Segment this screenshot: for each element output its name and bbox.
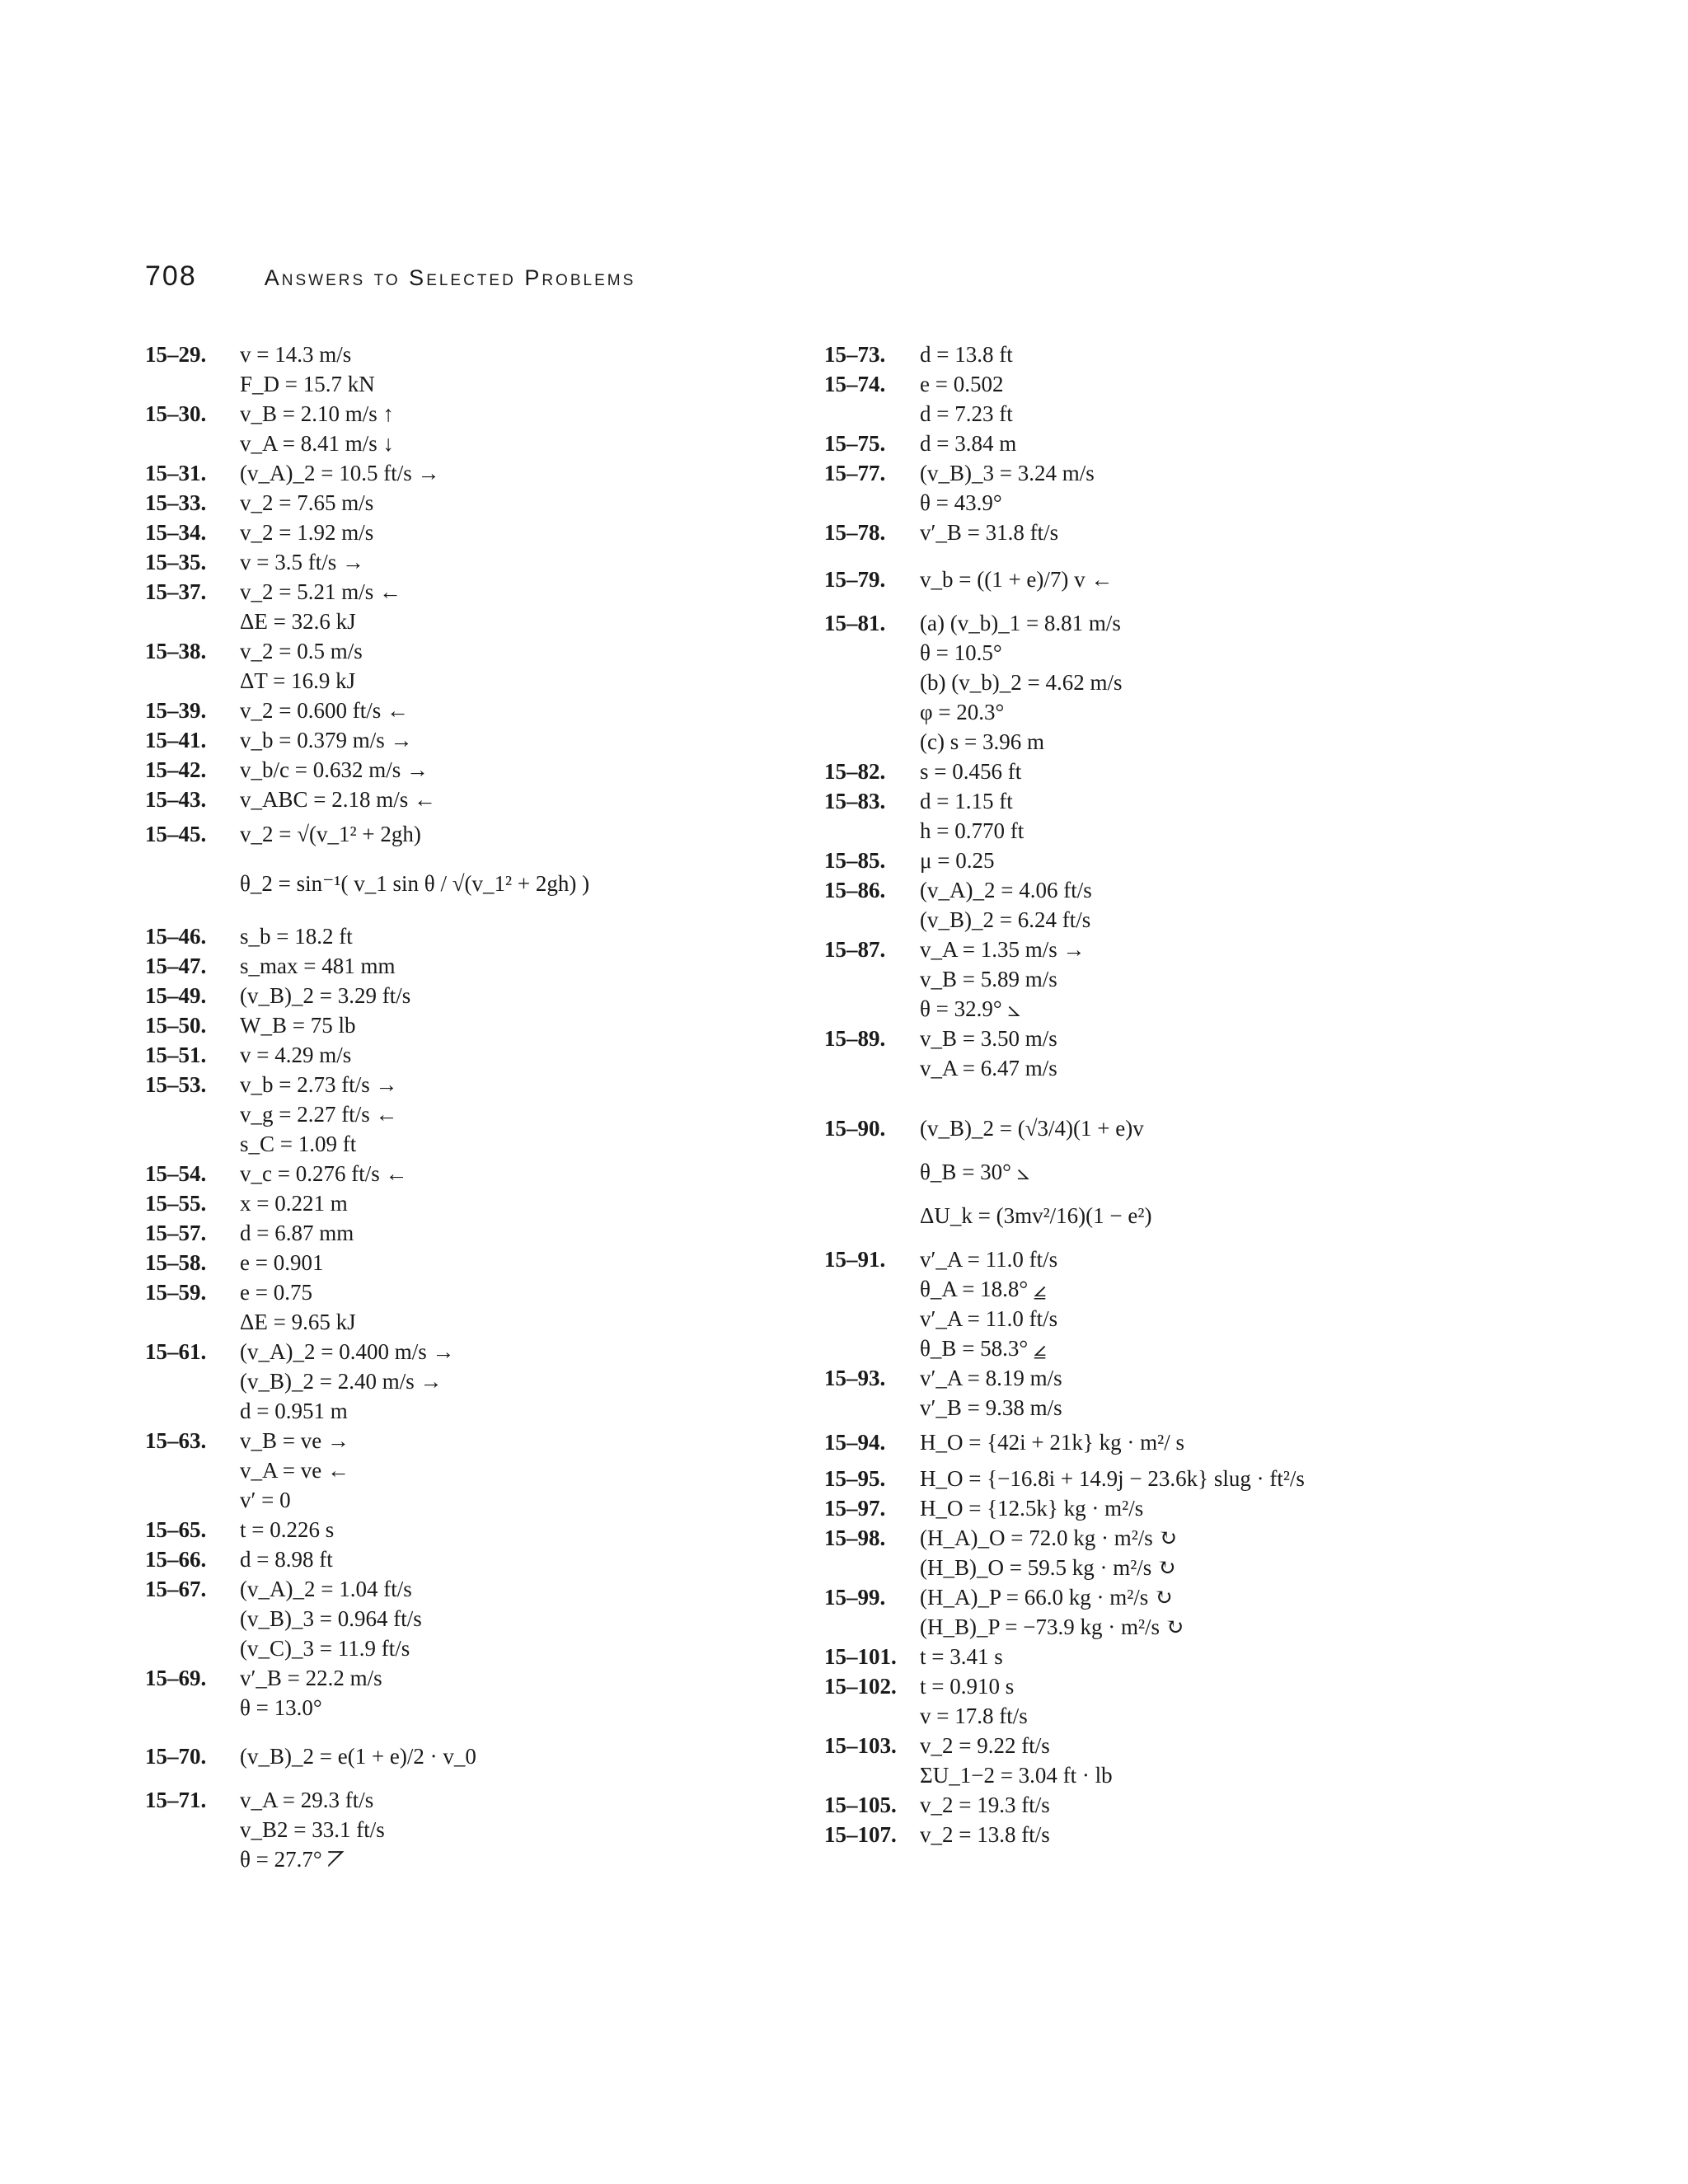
answer-lines xyxy=(920,786,1024,846)
answer-line: v′_A = 11.0 ft/s xyxy=(920,1247,1058,1272)
answer-line: d = 1.15 ft xyxy=(920,789,1013,813)
answer-line: v_B = 2.10 m/s ↑ xyxy=(240,401,394,426)
answer-lines xyxy=(920,340,1013,369)
answer-line: d = 3.84 m xyxy=(920,431,1017,456)
problem-number: 15–29. xyxy=(145,342,207,367)
answer-line: v_2 = 5.21 m/s ← xyxy=(240,579,401,604)
answer-lines xyxy=(240,636,363,696)
answer-line: (v_B)_3 = 0.964 ft/s xyxy=(240,1606,422,1631)
answer-entry xyxy=(824,1523,1648,1582)
answer-line: v_ABC = 2.18 m/s ← xyxy=(240,787,437,812)
answer-line: v_A = 29.3 ft/s xyxy=(240,1788,374,1812)
answer-line: θ_B = 30° ⦣ xyxy=(920,1160,1030,1184)
problem-number: 15–67. xyxy=(145,1577,207,1601)
answer-lines xyxy=(240,725,413,755)
answer-line: ΔE = 9.65 kJ xyxy=(240,1310,356,1334)
problem-number: 15–51. xyxy=(145,1043,207,1067)
answer-entry xyxy=(145,785,804,814)
problem-number: 15–101. xyxy=(824,1644,897,1669)
answer-line: v = 14.3 m/s xyxy=(240,342,352,367)
answer-lines xyxy=(240,1544,333,1574)
answer-entry xyxy=(145,577,804,636)
answer-entry xyxy=(145,1218,804,1248)
problem-number: 15–61. xyxy=(145,1339,207,1364)
answer-lines xyxy=(920,1820,1050,1849)
answer-line: (v_B)_3 = 3.24 m/s xyxy=(920,461,1095,485)
answer-entry xyxy=(824,1790,1648,1820)
answer-lines xyxy=(240,1159,407,1188)
answer-line: v_B = 5.89 m/s xyxy=(920,967,1057,991)
problem-number: 15–71. xyxy=(145,1788,207,1812)
answer-entry xyxy=(145,547,804,577)
answer-line: v_B = ve → xyxy=(240,1428,349,1453)
problem-number: 15–105. xyxy=(824,1793,897,1817)
problem-number: 15–79. xyxy=(824,567,886,592)
answer-lines xyxy=(920,1024,1057,1083)
answer-entry xyxy=(824,1582,1648,1642)
answer-lines xyxy=(240,1574,422,1663)
problem-number: 15–89. xyxy=(824,1026,886,1051)
answer-entry xyxy=(145,399,804,458)
answer-entry xyxy=(824,1820,1648,1849)
problem-number: 15–46. xyxy=(145,924,207,949)
answer-line: W_B = 75 lb xyxy=(240,1013,356,1038)
answer-line: d = 8.98 ft xyxy=(240,1547,333,1572)
answer-lines xyxy=(920,935,1085,1024)
answer-entry xyxy=(145,1010,804,1040)
problem-number: 15–41. xyxy=(145,728,207,752)
answer-lines xyxy=(920,429,1016,458)
answer-entry xyxy=(145,636,804,696)
answer-lines xyxy=(240,819,589,918)
answer-lines xyxy=(240,1010,355,1040)
answer-line: H_O = {12.5k} kg · m²/s xyxy=(920,1496,1144,1521)
answer-line: v_b = 2.73 ft/s → xyxy=(240,1072,398,1097)
answer-line: v′_A = 8.19 m/s xyxy=(920,1366,1062,1390)
problem-number: 15–99. xyxy=(824,1585,886,1610)
answer-line: (H_A)_P = 66.0 kg · m²/s ↻ xyxy=(920,1585,1173,1610)
answer-line: (v_B)_2 = 3.29 ft/s xyxy=(240,983,411,1008)
answer-entry xyxy=(824,608,1648,757)
problem-number: 15–42. xyxy=(145,757,207,782)
problem-number: 15–97. xyxy=(824,1496,886,1521)
answer-lines xyxy=(240,921,353,951)
answer-lines xyxy=(920,518,1058,547)
answer-lines xyxy=(920,1493,1143,1523)
answer-line: v_b/c = 0.632 m/s → xyxy=(240,757,429,782)
answer-entry xyxy=(824,786,1648,846)
answer-lines xyxy=(240,951,395,981)
answer-line: θ_B = 58.3° ⦤ xyxy=(920,1336,1047,1361)
answer-entry xyxy=(145,981,804,1010)
problem-number: 15–75. xyxy=(824,431,886,456)
page-header xyxy=(145,260,635,293)
answer-line: v_B2 = 33.1 ft/s xyxy=(240,1817,385,1842)
answer-lines xyxy=(240,1040,351,1070)
answer-line: θ = 10.5° xyxy=(920,640,1002,665)
answer-line: (H_B)_O = 59.5 kg · m²/s ↻ xyxy=(920,1555,1176,1580)
answer-entry xyxy=(824,1427,1648,1457)
answer-entry xyxy=(145,1070,804,1159)
answer-line: (v_A)_2 = 10.5 ft/s → xyxy=(240,461,440,485)
problem-number: 15–63. xyxy=(145,1428,207,1453)
answer-lines xyxy=(920,1244,1057,1363)
answer-line: v′ = 0 xyxy=(240,1488,291,1512)
answer-line: H_O = {42i + 21k} kg · m²/ s xyxy=(920,1430,1184,1455)
answer-lines xyxy=(240,1426,349,1515)
answer-lines xyxy=(240,547,364,577)
answer-entry xyxy=(824,757,1648,786)
answer-line: θ = 32.9° ⦣ xyxy=(920,996,1020,1021)
answer-line: ΣU_1−2 = 3.04 ft · lb xyxy=(920,1763,1113,1788)
answer-lines xyxy=(240,340,375,399)
answer-entry xyxy=(824,1642,1648,1671)
answer-lines xyxy=(920,1790,1050,1820)
answer-line: v_2 = 7.65 m/s xyxy=(240,490,374,515)
problem-number: 15–102. xyxy=(824,1674,897,1699)
answer-line: H_O = {−16.8i + 14.9j − 23.6k} slug · ft²/s xyxy=(920,1466,1305,1491)
answer-line: ΔT = 16.9 kJ xyxy=(240,668,356,693)
answer-line: ΔU_k = (3mv²/16)(1 − e²) xyxy=(920,1203,1152,1228)
answer-line: (v_B)_2 = 6.24 ft/s xyxy=(920,907,1091,932)
answer-line: (v_A)_2 = 0.400 m/s → xyxy=(240,1339,455,1364)
answer-lines xyxy=(920,369,1013,429)
answer-entry xyxy=(824,458,1648,518)
problem-number: 15–90. xyxy=(824,1116,886,1141)
problem-number: 15–49. xyxy=(145,983,207,1008)
answer-line: (v_A)_2 = 4.06 ft/s xyxy=(920,878,1092,902)
answer-line: ΔE = 32.6 kJ xyxy=(240,609,356,634)
answer-line: θ = 13.0° xyxy=(240,1695,322,1720)
answer-lines xyxy=(240,1218,354,1248)
answer-entry xyxy=(145,1277,804,1337)
answer-entry xyxy=(824,1731,1648,1790)
problem-number: 15–81. xyxy=(824,611,886,635)
answer-line: v = 3.5 ft/s → xyxy=(240,550,364,574)
problem-number: 15–93. xyxy=(824,1366,886,1390)
problem-number: 15–83. xyxy=(824,789,886,813)
answer-line: v_c = 0.276 ft/s ← xyxy=(240,1161,408,1186)
answer-line: (v_B)_2 = 2.40 m/s → xyxy=(240,1369,443,1394)
answer-line: v′_A = 11.0 ft/s xyxy=(920,1306,1058,1331)
answer-lines xyxy=(240,1337,454,1426)
problem-number: 15–54. xyxy=(145,1161,207,1186)
answer-entry xyxy=(145,819,804,918)
answer-lines xyxy=(240,1188,348,1218)
problem-number: 15–66. xyxy=(145,1547,207,1572)
answer-lines xyxy=(240,1515,334,1544)
problem-number: 15–78. xyxy=(824,520,886,545)
answer-entry xyxy=(145,725,804,755)
answer-lines xyxy=(920,1427,1184,1457)
problem-number: 15–95. xyxy=(824,1466,886,1491)
answer-entry xyxy=(824,429,1648,458)
page-number: 708 xyxy=(145,260,197,292)
answer-line: s = 0.456 ft xyxy=(920,759,1022,784)
answer-line: x = 0.221 m xyxy=(240,1191,348,1216)
answer-lines xyxy=(240,1248,323,1277)
answer-entry xyxy=(145,1426,804,1515)
problem-number: 15–82. xyxy=(824,759,886,784)
answer-lines xyxy=(920,1523,1177,1582)
answer-line: v_A = ve ← xyxy=(240,1458,349,1483)
answers-column-right xyxy=(824,340,1648,1849)
problem-number: 15–57. xyxy=(145,1221,207,1245)
answer-line: (c) s = 3.96 m xyxy=(920,729,1044,754)
answer-line: (v_B)_2 = e(1 + e)/2 · v_0 xyxy=(240,1744,476,1769)
answer-entry xyxy=(145,1515,804,1544)
answer-entry xyxy=(145,1248,804,1277)
answer-entry xyxy=(824,1493,1648,1523)
answer-line: h = 0.770 ft xyxy=(920,818,1025,843)
answer-entry xyxy=(824,551,1648,608)
answer-entry xyxy=(145,1337,804,1426)
problem-number: 15–107. xyxy=(824,1822,897,1847)
answer-entry xyxy=(824,1244,1648,1363)
answer-line: s_max = 481 mm xyxy=(240,954,396,978)
answer-lines xyxy=(240,1070,397,1159)
answer-lines xyxy=(920,458,1095,518)
answer-lines xyxy=(920,1464,1305,1493)
problem-number: 15–87. xyxy=(824,937,886,962)
answer-lines xyxy=(240,399,394,458)
answer-entry xyxy=(824,1363,1648,1422)
answer-entry xyxy=(145,518,804,547)
problem-number: 15–37. xyxy=(145,579,207,604)
answer-lines xyxy=(240,1277,356,1337)
problem-number: 15–65. xyxy=(145,1517,207,1542)
problem-number: 15–47. xyxy=(145,954,207,978)
answer-line: v_b = 0.379 m/s → xyxy=(240,728,413,752)
problem-number: 15–33. xyxy=(145,490,207,515)
answer-entry xyxy=(145,1544,804,1574)
answer-line: v′_B = 9.38 m/s xyxy=(920,1395,1062,1420)
problem-number: 15–35. xyxy=(145,550,207,574)
answer-entry xyxy=(145,1188,804,1218)
answer-line: v_2 = 0.600 ft/s ← xyxy=(240,698,409,723)
problem-number: 15–30. xyxy=(145,401,207,426)
answer-line: (v_C)_3 = 11.9 ft/s xyxy=(240,1636,410,1661)
problem-number: 15–103. xyxy=(824,1733,897,1758)
answer-entry xyxy=(824,518,1648,547)
answer-line: d = 0.951 m xyxy=(240,1399,348,1423)
answer-entry xyxy=(145,458,804,488)
answer-entry xyxy=(145,951,804,981)
problem-number: 15–50. xyxy=(145,1013,207,1038)
problem-number: 15–53. xyxy=(145,1072,207,1097)
answer-line: (v_A)_2 = 1.04 ft/s xyxy=(240,1577,412,1601)
answer-entry xyxy=(145,1040,804,1070)
answer-line: (v_B)_2 = (√3/4)(1 + e)v xyxy=(920,1116,1144,1141)
answer-lines xyxy=(240,696,409,725)
answer-lines xyxy=(920,1363,1062,1422)
answer-line: θ_A = 18.8° ⦤ xyxy=(920,1277,1047,1301)
answer-entry xyxy=(145,488,804,518)
answers-column-left xyxy=(145,340,804,1874)
problem-number: 15–31. xyxy=(145,461,207,485)
answer-line: v_2 = 9.22 ft/s xyxy=(920,1733,1050,1758)
answer-line: v_2 = 19.3 ft/s xyxy=(920,1793,1050,1817)
problem-number: 15–58. xyxy=(145,1250,207,1275)
problem-number: 15–70. xyxy=(145,1744,207,1769)
answer-entry xyxy=(145,1785,804,1874)
problem-number: 15–69. xyxy=(145,1666,207,1690)
answer-lines xyxy=(920,551,1113,608)
answer-line: v = 17.8 ft/s xyxy=(920,1704,1028,1728)
answer-lines xyxy=(920,1582,1184,1642)
answer-line: (b) (v_b)_2 = 4.62 m/s xyxy=(920,670,1123,695)
answer-entry xyxy=(824,369,1648,429)
answer-line: v_A = 8.41 m/s ↓ xyxy=(240,431,394,456)
answer-lines xyxy=(920,875,1092,935)
answer-entry xyxy=(145,1574,804,1663)
answer-line: v_2 = 13.8 ft/s xyxy=(920,1822,1050,1847)
answer-entry xyxy=(824,1464,1648,1493)
answer-line: F_D = 15.7 kN xyxy=(240,372,375,396)
answer-line: s_b = 18.2 ft xyxy=(240,924,353,949)
answer-line: e = 0.901 xyxy=(240,1250,324,1275)
answer-line: e = 0.75 xyxy=(240,1280,312,1305)
answer-entry xyxy=(145,1663,804,1722)
answer-line: v_2 = √(v_1² + 2gh) xyxy=(240,822,421,846)
answer-entry xyxy=(145,755,804,785)
answer-entry xyxy=(824,1099,1648,1244)
answer-entry xyxy=(824,1024,1648,1083)
answer-line: v_2 = 0.5 m/s xyxy=(240,639,363,663)
problem-number: 15–85. xyxy=(824,848,886,873)
answer-lines xyxy=(240,458,439,488)
answer-lines xyxy=(240,785,436,814)
answer-entry xyxy=(824,846,1648,875)
problem-number: 15–77. xyxy=(824,461,886,485)
answer-line: φ = 20.3° xyxy=(920,700,1005,724)
problem-number: 15–86. xyxy=(824,878,886,902)
answer-line: v = 4.29 m/s xyxy=(240,1043,352,1067)
answer-line: θ_2 = sin⁻¹( v_1 sin θ / √(v_1² + 2gh) ) xyxy=(240,871,590,896)
answer-line: d = 13.8 ft xyxy=(920,342,1013,367)
answer-line: e = 0.502 xyxy=(920,372,1004,396)
answer-entry xyxy=(824,1671,1648,1731)
problem-number: 15–91. xyxy=(824,1247,886,1272)
answer-entry xyxy=(824,340,1648,369)
answer-entry xyxy=(145,696,804,725)
answer-lines xyxy=(920,608,1122,757)
answer-line: v_A = 1.35 m/s → xyxy=(920,937,1085,962)
answer-line: t = 3.41 s xyxy=(920,1644,1003,1669)
answer-lines xyxy=(920,757,1021,786)
problem-number: 15–34. xyxy=(145,520,207,545)
answer-lines xyxy=(920,1671,1028,1731)
answer-line: t = 0.910 s xyxy=(920,1674,1015,1699)
answer-line: v_g = 2.27 ft/s ← xyxy=(240,1102,398,1127)
answer-line: v_b = ((1 + e)/7) v ← xyxy=(920,567,1114,592)
answer-lines xyxy=(240,1727,476,1785)
answer-lines xyxy=(920,1731,1113,1790)
answer-line: v_A = 6.47 m/s xyxy=(920,1056,1057,1080)
answer-line: (H_A)_O = 72.0 kg · m²/s ↻ xyxy=(920,1526,1178,1550)
answer-line: v_B = 3.50 m/s xyxy=(920,1026,1057,1051)
answer-line: d = 6.87 mm xyxy=(240,1221,354,1245)
answer-line: θ = 27.7° ⦢ xyxy=(240,1847,345,1872)
answer-line: v′_B = 31.8 ft/s xyxy=(920,520,1059,545)
problem-number: 15–59. xyxy=(145,1280,207,1305)
answer-lines xyxy=(240,1785,385,1874)
answer-line: μ = 0.25 xyxy=(920,848,995,873)
answer-entry xyxy=(824,875,1648,935)
running-title: Answers to Selected Problems xyxy=(264,265,636,290)
answer-lines xyxy=(240,755,429,785)
answer-entry xyxy=(145,1159,804,1188)
answer-entry xyxy=(145,1727,804,1785)
problem-number: 15–98. xyxy=(824,1526,886,1550)
answer-line: (a) (v_b)_1 = 8.81 m/s xyxy=(920,611,1121,635)
answer-entry xyxy=(145,921,804,951)
answer-line: d = 7.23 ft xyxy=(920,401,1013,426)
answer-entry xyxy=(824,935,1648,1024)
answer-lines xyxy=(240,518,373,547)
answer-entry xyxy=(145,340,804,399)
problem-number: 15–39. xyxy=(145,698,207,723)
answer-lines xyxy=(920,1642,1003,1671)
answer-lines xyxy=(240,488,373,518)
answer-line: s_C = 1.09 ft xyxy=(240,1132,357,1156)
problem-number: 15–43. xyxy=(145,787,207,812)
answer-line: (H_B)_P = −73.9 kg · m²/s ↻ xyxy=(920,1615,1184,1639)
problem-number: 15–38. xyxy=(145,639,207,663)
answer-line: v_2 = 1.92 m/s xyxy=(240,520,374,545)
answer-line: t = 0.226 s xyxy=(240,1517,335,1542)
problem-number: 15–74. xyxy=(824,372,886,396)
answer-lines xyxy=(920,846,994,875)
answer-lines xyxy=(240,577,401,636)
problem-number: 15–55. xyxy=(145,1191,207,1216)
answer-line: v′_B = 22.2 m/s xyxy=(240,1666,382,1690)
problem-number: 15–94. xyxy=(824,1430,886,1455)
answer-line: θ = 43.9° xyxy=(920,490,1002,515)
answer-lines xyxy=(240,1663,382,1722)
problem-number: 15–73. xyxy=(824,342,886,367)
problem-number: 15–45. xyxy=(145,822,207,846)
answer-lines xyxy=(240,981,410,1010)
answer-lines xyxy=(920,1099,1151,1244)
